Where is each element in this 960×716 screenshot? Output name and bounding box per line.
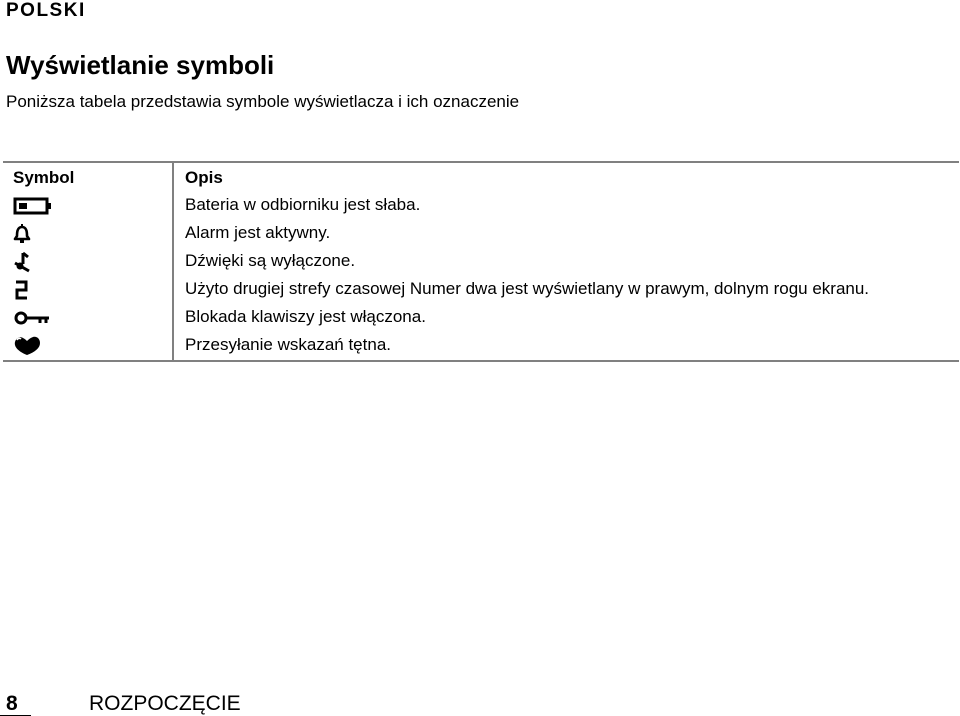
heart-rate-icon bbox=[13, 335, 53, 357]
table-row bbox=[3, 248, 959, 276]
symbol-cell bbox=[3, 248, 173, 276]
section-intro: Poniższa tabela przedstawia symbole wyświetlacza i ich oznaczenie bbox=[6, 92, 520, 111]
description-cell: Przesyłanie wskazań tętna. bbox=[185, 335, 391, 354]
table-header-row bbox=[3, 162, 959, 192]
sound-off-icon bbox=[13, 251, 53, 273]
description-cell: Użyto drugiej strefy czasowej Numer dwa jest wyświetlany w prawym, dolnym rogu ekranu. bbox=[185, 279, 870, 298]
symbol-cell bbox=[3, 220, 173, 248]
language-header: POLSKI bbox=[6, 0, 86, 21]
description-cell: Bateria w odbiorniku jest słaba. bbox=[185, 195, 421, 214]
page-title: Wyświetlanie symboli bbox=[6, 50, 275, 80]
description-cell: Dźwięki są wyłączone. bbox=[185, 251, 356, 270]
symbol-cell bbox=[3, 332, 173, 361]
footer-section-name: ROZPOCZĘCIE bbox=[89, 692, 241, 715]
page-number: 8 bbox=[6, 692, 18, 715]
description-column-header: Opis bbox=[185, 168, 223, 187]
key-lock-icon bbox=[13, 307, 53, 329]
table-row bbox=[3, 332, 959, 361]
table-row bbox=[3, 192, 959, 220]
description-cell: Blokada klawiszy jest włączona. bbox=[185, 307, 426, 326]
description-cell: Alarm jest aktywny. bbox=[185, 223, 331, 242]
symbol-cell bbox=[3, 276, 173, 304]
symbol-cell bbox=[3, 192, 173, 220]
table-row bbox=[3, 276, 959, 304]
symbol-cell bbox=[3, 304, 173, 332]
symbol-table bbox=[3, 161, 959, 362]
table-row bbox=[3, 220, 959, 248]
symbol-column-header: Symbol bbox=[3, 162, 173, 192]
table-row bbox=[3, 304, 959, 332]
low-battery-icon bbox=[13, 195, 53, 217]
alarm-bell-icon bbox=[13, 223, 53, 245]
second-time-zone-icon bbox=[13, 279, 53, 301]
